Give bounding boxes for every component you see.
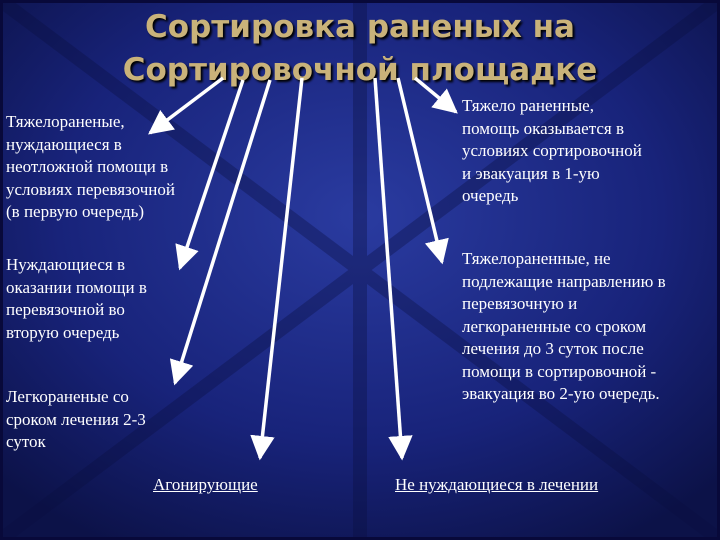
category-light-wounded: Легкораненые со сроком лечения 2-3 суток	[6, 387, 146, 451]
arrow-to-heavy-wounded-first	[415, 78, 456, 112]
title-line-1: Сортировка раненых на	[145, 9, 575, 45]
category-second-queue-dressing: Нуждающиеся в оказании помощи в перевязочной во вторую очередь	[6, 255, 147, 342]
category-first-evacuation: Тяжело раненные, помощь оказывается в условиях сортировочной и эвакуация в 1-ую очередь	[462, 96, 642, 205]
category-urgent-dressing: Тяжелораненые, нуждающиеся в неотложной помощи в условиях перевязочной (в первую очередь)	[6, 112, 175, 221]
arrow-to-not-needing	[375, 78, 402, 458]
category-second-evacuation: Тяжелораненные, не подлежащие направлению в перевязочную и легкораненные со сроком лечения до 3 суток после помощи в сортировочной - эвакуация во 2-ую очередь.	[462, 249, 666, 403]
category-agonizing: Агонирующие	[153, 475, 258, 494]
title-line-2: Сортировочной площадке	[122, 52, 598, 88]
arrow-to-agonizing	[260, 78, 302, 458]
category-not-needing-treatment: Не нуждающиеся в лечении	[395, 475, 599, 494]
arrow-to-heavy-wounded-second	[398, 78, 442, 262]
